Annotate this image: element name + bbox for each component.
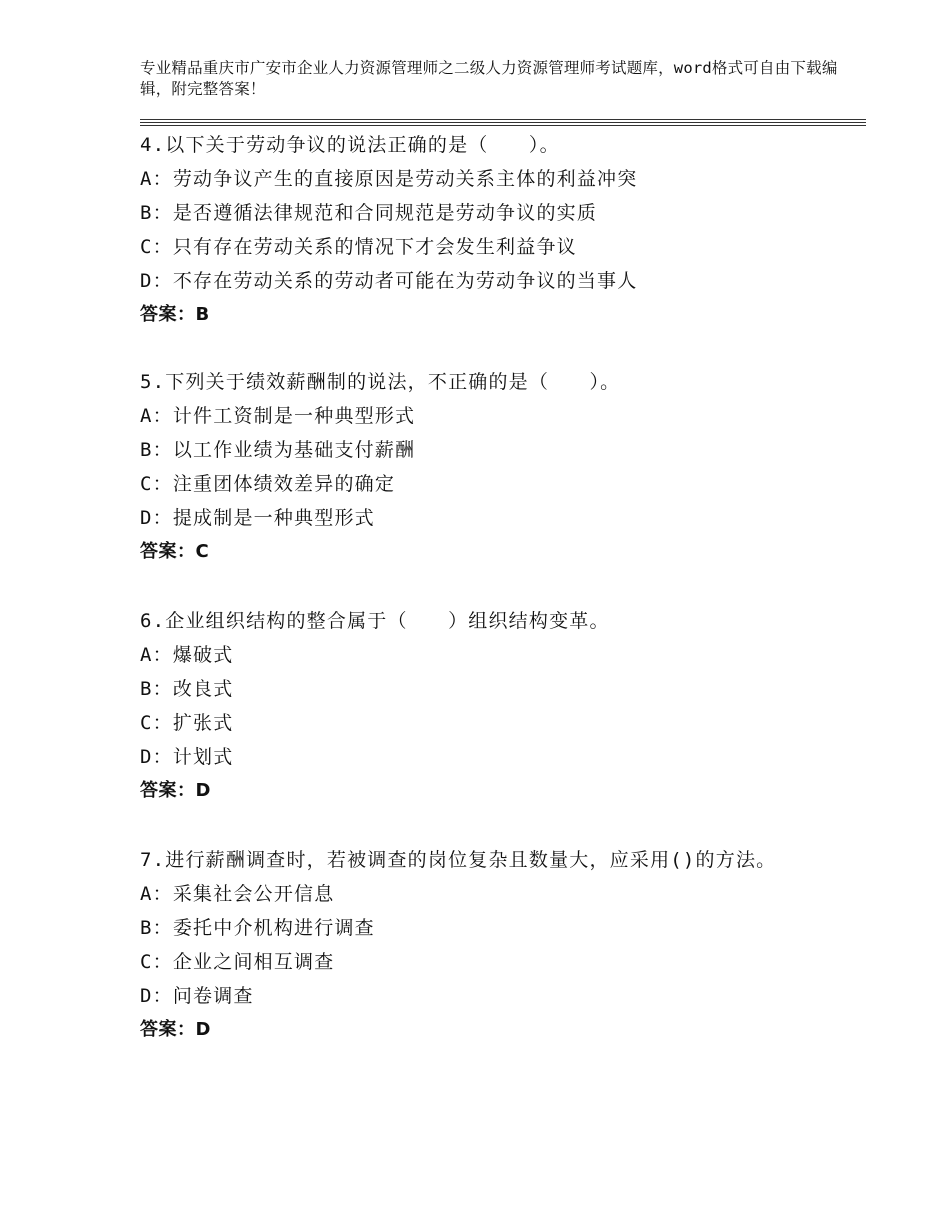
header-divider xyxy=(140,119,866,120)
question-stem: 6.企业组织结构的整合属于（ ）组织结构变革。 xyxy=(140,610,610,632)
answer-label: 答案：D xyxy=(140,780,211,801)
question-block xyxy=(140,604,820,808)
answer-label: 答案：D xyxy=(140,1019,211,1040)
question-stem: 7.进行薪酬调查时，若被调查的岗位复杂且数量大，应采用()的方法。 xyxy=(140,849,777,871)
option-a: A：采集社会公开信息 xyxy=(140,883,335,905)
option-d: D：计划式 xyxy=(140,746,234,768)
header-divider xyxy=(140,125,866,126)
option-b: B：以工作业绩为基础支付薪酬 xyxy=(140,439,416,461)
option-d: D：不存在劳动关系的劳动者可能在为劳动争议的当事人 xyxy=(140,270,638,292)
question-stem: 4.以下关于劳动争议的说法正确的是（ ）。 xyxy=(140,134,560,156)
option-a: A：爆破式 xyxy=(140,644,234,666)
option-b: B：是否遵循法律规范和合同规范是劳动争议的实质 xyxy=(140,202,598,224)
answer-label: 答案：B xyxy=(140,304,210,325)
question-stem: 5.下列关于绩效薪酬制的说法，不正确的是（ ）。 xyxy=(140,371,621,393)
option-c: C：注重团体绩效差异的确定 xyxy=(140,473,396,495)
question-block xyxy=(140,128,820,332)
header-title: 专业精品重庆市广安市企业人力资源管理师之二级人力资源管理师考试题库，word格式可自由下载编辑，附完整答案！ xyxy=(140,59,838,98)
option-a: A：劳动争议产生的直接原因是劳动关系主体的利益冲突 xyxy=(140,168,638,190)
option-d: D：提成制是一种典型形式 xyxy=(140,507,375,529)
option-a: A：计件工资制是一种典型形式 xyxy=(140,405,416,427)
document-header xyxy=(140,58,840,100)
question-block xyxy=(140,843,780,1047)
option-c: C：扩张式 xyxy=(140,712,234,734)
option-b: B：委托中介机构进行调查 xyxy=(140,917,375,939)
answer-label: 答案：C xyxy=(140,541,210,562)
header-divider xyxy=(140,122,866,123)
option-c: C：只有存在劳动关系的情况下才会发生利益争议 xyxy=(140,236,577,258)
option-c: C：企业之间相互调查 xyxy=(140,951,335,973)
option-b: B：改良式 xyxy=(140,678,234,700)
question-block xyxy=(140,365,820,569)
option-d: D：问卷调查 xyxy=(140,985,254,1007)
